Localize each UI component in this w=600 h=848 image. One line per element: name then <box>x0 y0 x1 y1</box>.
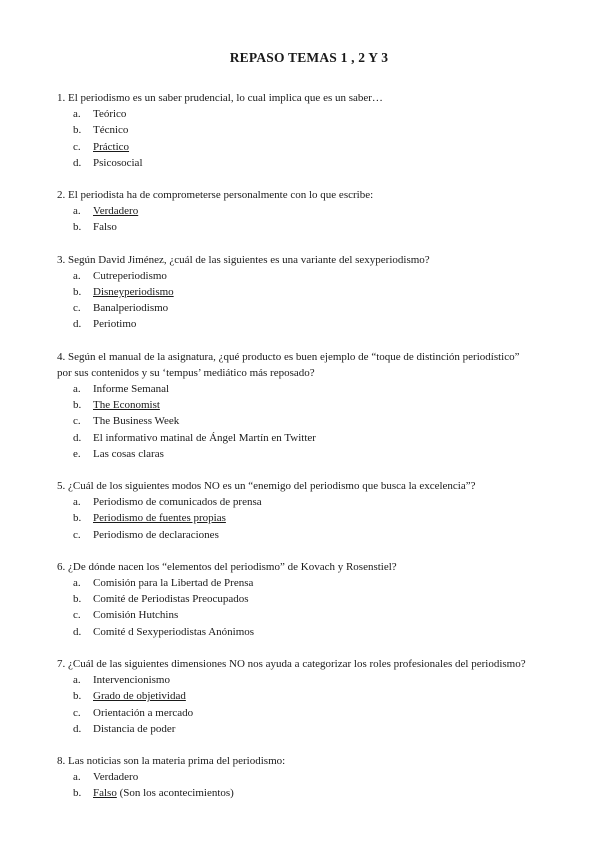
option-text: Comité d Sexyperiodistas Anónimos <box>93 625 255 638</box>
option-text: El informativo matinal de Ángel Martín en Twitter <box>93 431 316 444</box>
option-text: Cutreperiodismo <box>93 269 167 282</box>
option-letter: a. <box>73 383 81 396</box>
option-letter: b. <box>73 787 82 800</box>
question-6 <box>57 559 527 640</box>
option <box>57 219 527 235</box>
option-letter: e. <box>73 447 81 460</box>
option-text: Comité de Periodistas Preocupados <box>93 593 249 606</box>
option <box>57 381 527 397</box>
question-5 <box>57 478 527 543</box>
option <box>57 106 527 122</box>
option-letter: d. <box>73 722 82 735</box>
option-text: Informe Semanal <box>93 383 170 396</box>
question-8 <box>57 753 527 802</box>
option <box>57 316 527 332</box>
option-correct <box>57 284 527 300</box>
option <box>57 430 527 446</box>
option-letter: d. <box>73 156 82 169</box>
option-text: The Business Week <box>93 415 180 428</box>
option <box>57 591 527 607</box>
option-letter: b. <box>73 512 82 525</box>
option <box>57 705 527 721</box>
question-text: 6. ¿De dónde nacen los “elementos del periodismo” de Kovach y Rosenstiel? <box>57 560 397 573</box>
option <box>57 624 527 640</box>
option-letter: a. <box>73 496 81 509</box>
option-text: Distancia de poder <box>93 722 176 735</box>
option-correct <box>57 397 527 413</box>
option <box>57 672 527 688</box>
question-4 <box>57 349 527 462</box>
correct-answer-text: Verdadero <box>93 205 139 218</box>
option-letter: b. <box>73 593 82 606</box>
question-3 <box>57 252 527 333</box>
correct-answer-text: Periodismo de fuentes propias <box>93 512 226 525</box>
option-text: Psicosocial <box>93 156 143 169</box>
option-letter: b. <box>73 221 82 234</box>
option <box>57 155 527 171</box>
option <box>57 575 527 591</box>
option-correct <box>57 203 527 219</box>
option-text: Comisión para la Libertad de Prensa <box>93 577 254 590</box>
question-text: 3. Según David Jiménez, ¿cuál de las siguientes es una variante del sexyperiodismo? <box>57 253 430 266</box>
option-letter: a. <box>73 674 81 687</box>
option-letter: b. <box>73 399 82 412</box>
option <box>57 721 527 737</box>
correct-answer-text: The Economist <box>93 399 160 412</box>
question-text: 1. El periodismo es un saber prudencial, lo cual implica que es un saber… <box>57 92 383 104</box>
option-letter: c. <box>73 140 81 153</box>
question-text: 4. Según el manual de la asignatura, ¿qué producto es buen ejemplo de “toque de distinción periodístico” por sus contenidos y su ‘tempus’ mediático más reposado? <box>57 350 520 379</box>
option-letter: c. <box>73 415 81 428</box>
question-text: 7. ¿Cuál de las siguientes dimensiones NO nos ayuda a categorizar los roles profesionales del periodismo? <box>57 657 526 670</box>
option <box>57 607 527 623</box>
option-letter: c. <box>73 609 81 622</box>
option <box>57 413 527 429</box>
option-text: Banalperiodismo <box>93 302 169 315</box>
option-text: Periotimo <box>93 318 137 331</box>
option-letter: a. <box>73 108 81 121</box>
question-2 <box>57 187 527 236</box>
option-correct <box>57 785 527 801</box>
option-text: Verdadero <box>93 771 139 784</box>
option-text: Las cosas claras <box>93 447 164 460</box>
option-correct <box>57 510 527 526</box>
question-1 <box>57 90 527 171</box>
correct-answer-text: Disneyperiodismo <box>93 286 174 299</box>
correct-answer-text: Grado de objetividad <box>93 690 186 703</box>
page-title: REPASO TEMAS 1 , 2 Y 3 <box>229 50 389 65</box>
option <box>57 446 527 462</box>
option-text: Intervencionismo <box>93 674 170 687</box>
question-7 <box>57 656 527 737</box>
option-text: Periodismo de comunicados de prensa <box>93 496 262 509</box>
option-text: Teórico <box>93 108 127 121</box>
option <box>57 494 527 510</box>
option-letter: b. <box>73 690 82 703</box>
option-text: Falso <box>93 221 117 234</box>
option-letter: c. <box>73 528 81 541</box>
option <box>57 300 527 316</box>
option-text: Orientación a mercado <box>93 706 194 719</box>
answer-note: (Son los acontecimientos) <box>116 787 234 800</box>
option-letter: b. <box>73 286 82 299</box>
option <box>57 268 527 284</box>
option-letter: d. <box>73 318 82 331</box>
question-text: 2. El periodista ha de comprometerse personalmente con lo que escribe: <box>57 189 374 202</box>
option <box>57 122 527 138</box>
correct-answer-text: Falso <box>93 787 117 800</box>
option-text: Periodismo de declaraciones <box>93 528 219 541</box>
option-letter: c. <box>73 706 81 719</box>
correct-answer-text: Práctico <box>93 140 130 153</box>
option-text: Técnico <box>93 124 129 137</box>
option <box>57 527 527 543</box>
option-letter: a. <box>73 577 81 590</box>
option-letter: a. <box>73 269 81 282</box>
question-text: 5. ¿Cuál de los siguientes modos NO es un “enemigo del periodismo que busca la excelencia”? <box>57 480 476 493</box>
question-list <box>57 90 527 818</box>
option-text: Comisión Hutchins <box>93 609 179 622</box>
option-letter: c. <box>73 302 81 315</box>
option-letter: a. <box>73 771 81 784</box>
option-letter: d. <box>73 431 82 444</box>
option-letter: b. <box>73 124 82 137</box>
question-text: 8. Las noticias son la materia prima del periodismo: <box>57 754 286 767</box>
option-letter: d. <box>73 625 82 638</box>
option-correct <box>57 688 527 704</box>
option-correct <box>57 139 527 155</box>
option-letter: a. <box>73 205 81 218</box>
option <box>57 769 527 785</box>
